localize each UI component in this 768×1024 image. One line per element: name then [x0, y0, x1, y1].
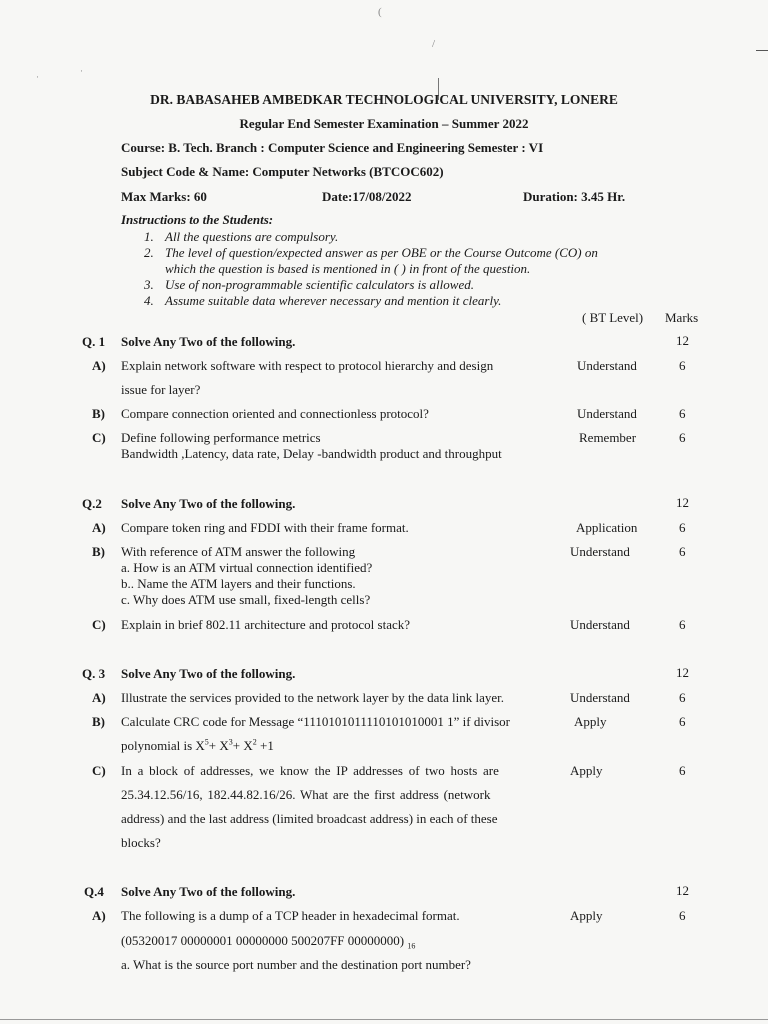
subquestion-marks: 6 [679, 763, 686, 778]
subquestion-marks: 6 [679, 617, 686, 632]
question-marks: 12 [676, 333, 689, 348]
subquestion-label: B) [92, 714, 105, 729]
subquestion-text: Compare token ring and FDDI with their frame format. [121, 520, 409, 535]
subquestion-text: Calculate CRC code for Message “1110101011110101010001 1” if divisor [121, 714, 510, 729]
instructions-title: Instructions to the Students: [121, 212, 274, 227]
scan-edge [0, 1019, 768, 1020]
subquestion-text: Define following performance metrics [121, 430, 321, 445]
subquestion-marks: 6 [679, 520, 686, 535]
question-number: Q.4 [84, 884, 104, 899]
subquestion-marks: 6 [679, 430, 686, 445]
tcp-hex-dump [121, 933, 415, 949]
scan-artifact: · [36, 72, 39, 82]
exam-date: Date:17/08/2022 [322, 189, 412, 204]
subquestion-marks: 6 [679, 544, 686, 559]
instruction-num: 3. [144, 277, 154, 292]
bt-level: Remember [579, 430, 637, 445]
question-title: Solve Any Two of the following. [121, 884, 296, 899]
instruction-text: Assume suitable data wherever necessary and mention it clearly. [165, 293, 502, 308]
bt-level: Apply [570, 763, 603, 778]
base-subscript: 16 [407, 941, 416, 951]
subquestion-marks: 6 [679, 406, 686, 421]
subquestion-text: c. Why does ATM use small, fixed-length cells? [121, 592, 371, 607]
subquestion-text: blocks? [121, 835, 161, 850]
subject-line: Subject Code & Name: Computer Networks (BTCOC602) [121, 164, 444, 179]
subquestion-text: address) and the last address (limited broadcast address) in each of these [121, 811, 498, 826]
bt-level: Understand [570, 544, 630, 559]
subquestion-label: B) [92, 544, 105, 559]
subquestion-label: C) [92, 617, 106, 632]
subquestion-label: A) [92, 520, 106, 535]
polynomial-text: + X [208, 738, 229, 753]
instruction-num: 2. [144, 245, 154, 260]
hex-text: (05320017 00000001 00000000 500207FF 00000000) [121, 933, 405, 948]
crc-polynomial [121, 738, 274, 754]
question-number: Q. 3 [82, 666, 106, 681]
subquestion-text: In a block of addresses, we know the IP addresses of two hosts are [121, 763, 499, 778]
subquestion-label: A) [92, 358, 106, 373]
subquestion-label: C) [92, 763, 106, 778]
bt-level: Apply [574, 714, 607, 729]
scan-artifact [756, 50, 768, 51]
subquestion-text: Explain network software with respect to protocol hierarchy and design [121, 358, 494, 373]
subquestion-text: With reference of ATM answer the following [121, 544, 356, 559]
instruction-num: 1. [144, 229, 154, 244]
course-line: Course: B. Tech. Branch : Computer Science and Engineering Semester : VI [121, 140, 544, 155]
subquestion-text: The following is a dump of a TCP header in hexadecimal format. [121, 908, 460, 923]
polynomial-text: polynomial is X [121, 738, 205, 753]
question-number: Q.2 [82, 496, 102, 511]
polynomial-text: + X [232, 738, 253, 753]
subquestion-text: issue for layer? [121, 382, 201, 397]
question-marks: 12 [676, 665, 689, 680]
instruction-text: Use of non-programmable scientific calculators is allowed. [165, 277, 474, 292]
subquestion-label: A) [92, 908, 106, 923]
exponent: 3 [228, 737, 233, 747]
marks-header: Marks [665, 310, 699, 325]
question-title: Solve Any Two of the following. [121, 496, 296, 511]
bt-level-header: ( BT Level) [582, 310, 644, 325]
subquestion-text: a. What is the source port number and the destination port number? [121, 957, 471, 972]
bt-level: Apply [570, 908, 603, 923]
subquestion-marks: 6 [679, 908, 686, 923]
question-marks: 12 [676, 883, 689, 898]
instruction-num: 4. [144, 293, 154, 308]
subquestion-marks: 6 [679, 714, 686, 729]
subquestion-text: Explain in brief 802.11 architecture and protocol stack? [121, 617, 411, 632]
subquestion-text: b.. Name the ATM layers and their functions. [121, 576, 356, 591]
bt-level: Understand [577, 358, 637, 373]
polynomial-text: +1 [256, 738, 274, 753]
university-name: DR. BABASAHEB AMBEDKAR TECHNOLOGICAL UNIVERSITY, LONERE [150, 92, 618, 107]
exam-duration: Duration: 3.45 Hr. [523, 189, 626, 204]
subquestion-text: Bandwidth ,Latency, data rate, Delay -bandwidth product and throughput [121, 446, 502, 461]
subquestion-text: Compare connection oriented and connectionless protocol? [121, 406, 429, 421]
subquestion-label: B) [92, 406, 105, 421]
subquestion-marks: 6 [679, 690, 686, 705]
question-title: Solve Any Two of the following. [121, 334, 296, 349]
subquestion-label: C) [92, 430, 106, 445]
bt-level: Understand [570, 617, 630, 632]
subquestion-marks: 6 [679, 358, 686, 373]
instruction-text: which the question is based is mentioned in ( ) in front of the question. [165, 261, 531, 276]
subquestion-text: a. How is an ATM virtual connection identified? [121, 560, 373, 575]
subquestion-text: 25.34.12.56/16, 182.44.82.16/26. What are the first address (network [121, 787, 491, 802]
exponent: 5 [204, 737, 209, 747]
instruction-text: All the questions are compulsory. [165, 229, 339, 244]
bt-level: Understand [577, 406, 637, 421]
scan-artifact: ( [378, 6, 382, 18]
scan-artifact: · [80, 66, 83, 76]
question-number: Q. 1 [82, 334, 106, 349]
exponent: 2 [252, 737, 257, 747]
bt-level: Application [576, 520, 638, 535]
exam-title: Regular End Semester Examination – Summer 2022 [239, 116, 529, 131]
max-marks: Max Marks: 60 [121, 189, 207, 204]
question-title: Solve Any Two of the following. [121, 666, 296, 681]
subquestion-text: Illustrate the services provided to the network layer by the data link layer. [121, 690, 505, 705]
subquestion-label: A) [92, 690, 106, 705]
instruction-text: The level of question/expected answer as per OBE or the Course Outcome (CO) on [165, 245, 598, 260]
question-marks: 12 [676, 495, 689, 510]
scan-artifact: / [432, 38, 436, 50]
bt-level: Understand [570, 690, 630, 705]
